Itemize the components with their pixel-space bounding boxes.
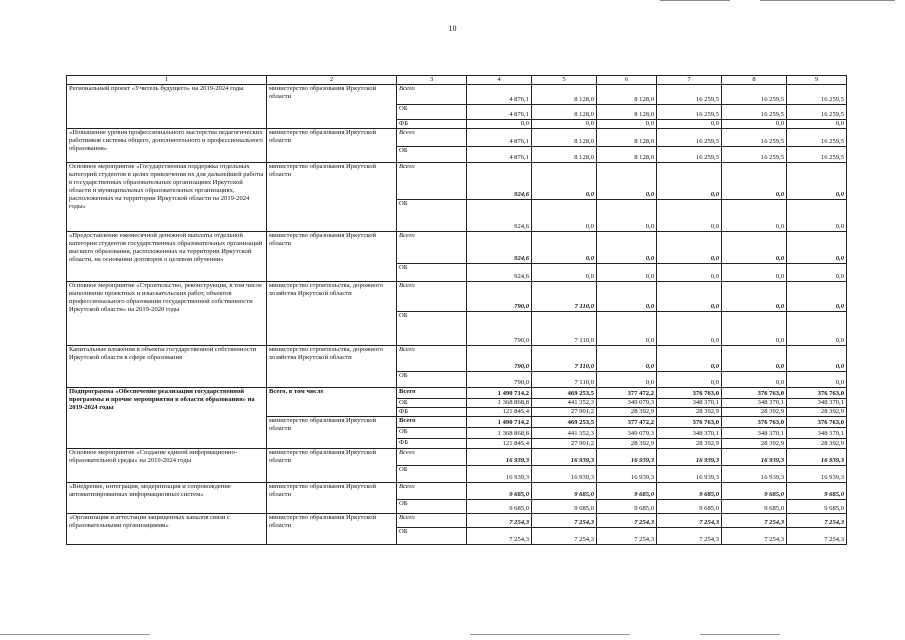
funding-source-cell: Всего (397, 483, 467, 500)
amount-cell: 0,0 (787, 232, 847, 264)
funding-source-cell: Всего (397, 514, 467, 528)
amount-cell: 9 685,0 (532, 483, 597, 500)
amount-cell: 0,0 (722, 346, 787, 372)
amount-cell: 9 685,0 (722, 500, 787, 514)
amount-cell: 9 685,0 (467, 483, 532, 500)
measure-name-cell: Основное мероприятие «Государственная поддержка отдельных категорий студентов в целях привлечения их для дальнейшей работы в государственных образовательных организациях Иркутской области и муниципальных образовательных организациях, расположенных на территории Иркутской области на 2019-2024 годы» (67, 163, 267, 232)
measure-name-cell: Основное мероприятие «Создание единой информационно-образовательной среды» на 2019-2024 годы (67, 449, 267, 483)
amount-cell: 16 939,3 (657, 466, 722, 483)
executor-cell: министерство образования Иркутской области (267, 163, 397, 232)
column-header: 2 (267, 76, 397, 85)
funding-source-cell: Всего (397, 163, 467, 200)
amount-cell: 0,0 (787, 120, 847, 129)
amount-cell: 16 259,5 (787, 85, 847, 105)
page-edge-line (470, 634, 630, 635)
amount-cell: 28 392,9 (722, 439, 787, 449)
amount-cell: 377 472,2 (597, 388, 657, 399)
table-row (67, 163, 847, 200)
amount-cell: 4 876,1 (467, 85, 532, 105)
amount-cell: 376 763,0 (722, 388, 787, 399)
amount-cell: 0,0 (532, 200, 597, 232)
amount-cell: 0,0 (787, 200, 847, 232)
amount-cell: 7 254,3 (722, 528, 787, 545)
amount-cell: 7 110,0 (532, 346, 597, 372)
amount-cell: 0,0 (722, 312, 787, 346)
amount-cell: 28 392,9 (657, 439, 722, 449)
amount-cell: 0,0 (597, 372, 657, 388)
amount-cell: 9 685,0 (657, 483, 722, 500)
column-header: 7 (657, 76, 722, 85)
amount-cell: 7 254,3 (657, 528, 722, 545)
column-header: 5 (532, 76, 597, 85)
table-row (67, 85, 847, 105)
amount-cell: 7 110,0 (532, 372, 597, 388)
amount-cell: 0,0 (657, 120, 722, 129)
column-header: 9 (787, 76, 847, 85)
amount-cell: 7 254,3 (532, 514, 597, 528)
column-header: 4 (467, 76, 532, 85)
amount-cell: 1 490 714,2 (467, 417, 532, 428)
table-row (67, 388, 847, 399)
budget-table (66, 75, 847, 545)
measure-name-cell: «Внедрение, интеграция, модернизация и сопровождение автоматизированных информационных систем» (67, 483, 267, 514)
executor-cell: министерство образования Иркутской области (267, 129, 397, 163)
amount-cell: 27 901,2 (532, 408, 597, 417)
funding-source-cell: ОБ (397, 466, 467, 483)
amount-cell: 4 876,1 (467, 129, 532, 147)
amount-cell: 9 685,0 (722, 483, 787, 500)
table-row (67, 514, 847, 528)
funding-source-cell: Всего (397, 232, 467, 264)
column-header: 1 (67, 76, 267, 85)
amount-cell: 469 253,5 (532, 388, 597, 399)
amount-cell: 0,0 (657, 163, 722, 200)
amount-cell: 7 110,0 (532, 282, 597, 312)
amount-cell: 0,0 (597, 264, 657, 282)
amount-cell: 790,0 (467, 282, 532, 312)
executor-cell: министерство образования Иркутской области (267, 232, 397, 282)
amount-cell: 0,0 (657, 264, 722, 282)
funding-source-cell: ФБ (397, 408, 467, 417)
column-header: 3 (397, 76, 467, 85)
amount-cell: 16 939,3 (467, 466, 532, 483)
amount-cell: 7 254,3 (787, 514, 847, 528)
page-edge-line (700, 634, 780, 635)
measure-name-cell: «Предоставление ежемесячной денежной выплаты отдельной категории студентов государственных образовательных организаций высшего образования, расположенных на территории Иркутской области, на основании договоров о целевом обучении» (67, 232, 267, 282)
amount-cell: 8 128,0 (532, 105, 597, 120)
funding-source-cell: ОБ (397, 147, 467, 163)
page-number: 10 (448, 24, 457, 33)
amount-cell: 376 763,0 (787, 388, 847, 399)
amount-cell: 16 259,5 (787, 147, 847, 163)
amount-cell: 16 939,3 (467, 449, 532, 466)
amount-cell: 0,0 (787, 163, 847, 200)
amount-cell: 0,0 (657, 200, 722, 232)
amount-cell: 7 254,3 (597, 528, 657, 545)
amount-cell: 924,6 (467, 200, 532, 232)
amount-cell: 28 392,9 (722, 408, 787, 417)
executor-cell: министерство строительства, дорожного хозяйства Иркутской области (267, 282, 397, 346)
funding-source-cell: ОБ (397, 312, 467, 346)
amount-cell: 0,0 (467, 120, 532, 129)
amount-cell: 9 685,0 (787, 500, 847, 514)
table-body (67, 85, 847, 545)
amount-cell: 0,0 (532, 163, 597, 200)
amount-cell: 16 259,5 (787, 129, 847, 147)
amount-cell: 0,0 (722, 120, 787, 129)
amount-cell: 16 939,3 (722, 449, 787, 466)
amount-cell: 924,6 (467, 163, 532, 200)
amount-cell: 0,0 (787, 346, 847, 372)
amount-cell: 0,0 (787, 282, 847, 312)
funding-source-cell: Всего (397, 85, 467, 105)
funding-source-cell: Всего (397, 282, 467, 312)
amount-cell: 349 079,3 (597, 428, 657, 439)
funding-source-cell: Всего (397, 449, 467, 466)
amount-cell: 0,0 (657, 232, 722, 264)
column-header: 8 (722, 76, 787, 85)
amount-cell: 349 079,3 (597, 399, 657, 408)
measure-name-cell: Региональный проект «Учитель будущего» на 2019-2024 годы (67, 85, 267, 129)
funding-source-cell: ОБ (397, 428, 467, 439)
table-row (67, 232, 847, 264)
amount-cell: 16 259,5 (722, 129, 787, 147)
funding-source-cell: ОБ (397, 372, 467, 388)
amount-cell: 9 685,0 (532, 500, 597, 514)
amount-cell: 7 254,3 (467, 528, 532, 545)
amount-cell: 16 939,3 (532, 466, 597, 483)
amount-cell: 16 259,5 (657, 85, 722, 105)
amount-cell: 9 685,0 (657, 500, 722, 514)
amount-cell: 0,0 (657, 346, 722, 372)
amount-cell: 441 352,3 (532, 428, 597, 439)
amount-cell: 28 392,9 (597, 408, 657, 417)
amount-cell: 348 370,1 (657, 428, 722, 439)
amount-cell: 9 685,0 (597, 500, 657, 514)
executor-cell: министерство строительства, дорожного хозяйства Иркутской области (267, 346, 397, 388)
funding-source-cell: ОБ (397, 500, 467, 514)
executor-cell: министерство образования Иркутской области (267, 417, 397, 449)
amount-cell: 0,0 (532, 232, 597, 264)
amount-cell: 376 763,0 (657, 417, 722, 428)
amount-cell: 348 370,1 (722, 399, 787, 408)
amount-cell: 8 128,0 (597, 147, 657, 163)
table-row (67, 346, 847, 372)
amount-cell: 348 370,1 (722, 428, 787, 439)
measure-name-cell: Основное мероприятие «Строительство, реконструкция, в том числе выполнение проектных и изыскательских работ, объектов профессионального образования государственной собственности Иркутской области» на 2019-2020 годы (67, 282, 267, 346)
amount-cell: 348 370,1 (657, 399, 722, 408)
amount-cell: 0,0 (722, 372, 787, 388)
amount-cell: 4 876,1 (467, 147, 532, 163)
executor-cell: министерство образования Иркутской области (267, 483, 397, 514)
funding-source-cell: ФБ (397, 120, 467, 129)
amount-cell: 7 110,0 (532, 312, 597, 346)
amount-cell: 28 392,9 (787, 408, 847, 417)
measure-name-cell: «Повышение уровня профессионального мастерства педагогических работников системы общего, дополнительного и профессионального образования» (67, 129, 267, 163)
amount-cell: 376 763,0 (657, 388, 722, 399)
amount-cell: 0,0 (597, 346, 657, 372)
amount-cell: 376 763,0 (722, 417, 787, 428)
amount-cell: 16 259,5 (722, 105, 787, 120)
amount-cell: 1 368 868,8 (467, 399, 532, 408)
amount-cell: 790,0 (467, 372, 532, 388)
funding-source-cell: Всего (397, 388, 467, 399)
amount-cell: 0,0 (722, 200, 787, 232)
amount-cell: 0,0 (597, 312, 657, 346)
funding-source-cell: ФБ (397, 439, 467, 449)
amount-cell: 16 259,5 (657, 129, 722, 147)
amount-cell: 16 939,3 (657, 449, 722, 466)
amount-cell: 0,0 (722, 232, 787, 264)
measure-name-cell: Подпрограмма «Обеспечение реализации государственной программы и прочие мероприятия в области образования» на 2019-2024 годы (67, 388, 267, 449)
amount-cell: 0,0 (787, 372, 847, 388)
page-edge-line (660, 0, 730, 1)
executor-cell: министерство образования Иркутской области (267, 514, 397, 545)
amount-cell: 16 259,5 (657, 147, 722, 163)
executor-cell: Всего, в том числе (267, 388, 397, 417)
funding-source-cell: Всего (397, 129, 467, 147)
measure-name-cell: Капитальные вложения в объекты государственной собственности Иркутской области в сфере образования (67, 346, 267, 388)
amount-cell: 0,0 (657, 312, 722, 346)
amount-cell: 7 254,3 (597, 514, 657, 528)
amount-cell: 0,0 (787, 312, 847, 346)
amount-cell: 27 901,2 (532, 439, 597, 449)
page-edge-line (760, 0, 895, 1)
funding-source-cell: ОБ (397, 399, 467, 408)
funding-source-cell: ОБ (397, 528, 467, 545)
amount-cell: 9 685,0 (597, 483, 657, 500)
executor-cell: министерство образования Иркутской области (267, 449, 397, 483)
amount-cell: 0,0 (787, 264, 847, 282)
measure-name-cell: «Организация и аттестация защищенных каналов связи с образовательными организациями» (67, 514, 267, 545)
amount-cell: 0,0 (532, 264, 597, 282)
amount-cell: 9 685,0 (467, 500, 532, 514)
column-number-row (67, 76, 847, 85)
amount-cell: 8 128,0 (532, 85, 597, 105)
amount-cell: 7 254,3 (467, 514, 532, 528)
amount-cell: 469 253,5 (532, 417, 597, 428)
amount-cell: 1 490 714,2 (467, 388, 532, 399)
amount-cell: 4 876,1 (467, 105, 532, 120)
funding-source-cell: ОБ (397, 200, 467, 232)
amount-cell: 16 939,3 (532, 449, 597, 466)
amount-cell: 0,0 (597, 200, 657, 232)
amount-cell: 348 370,1 (787, 399, 847, 408)
amount-cell: 8 128,0 (597, 105, 657, 120)
amount-cell: 16 939,3 (597, 449, 657, 466)
amount-cell: 924,6 (467, 232, 532, 264)
amount-cell: 1 368 868,8 (467, 428, 532, 439)
amount-cell: 16 259,5 (657, 105, 722, 120)
amount-cell: 16 259,5 (722, 85, 787, 105)
amount-cell: 0,0 (597, 163, 657, 200)
funding-source-cell: ОБ (397, 264, 467, 282)
table-row (67, 483, 847, 500)
amount-cell: 0,0 (657, 282, 722, 312)
amount-cell: 0,0 (597, 232, 657, 264)
amount-cell: 0,0 (657, 372, 722, 388)
amount-cell: 121 845,4 (467, 439, 532, 449)
table-row (67, 129, 847, 147)
amount-cell: 121 845,4 (467, 408, 532, 417)
amount-cell: 8 128,0 (532, 147, 597, 163)
amount-cell: 377 472,2 (597, 417, 657, 428)
amount-cell: 0,0 (532, 120, 597, 129)
amount-cell: 0,0 (597, 282, 657, 312)
amount-cell: 7 254,3 (722, 514, 787, 528)
amount-cell: 8 128,0 (597, 85, 657, 105)
amount-cell: 16 259,5 (787, 105, 847, 120)
amount-cell: 16 259,5 (722, 147, 787, 163)
amount-cell: 7 254,3 (787, 528, 847, 545)
funding-source-cell: ОБ (397, 105, 467, 120)
funding-source-cell: Всего (397, 417, 467, 428)
amount-cell: 9 685,0 (787, 483, 847, 500)
amount-cell: 0,0 (722, 264, 787, 282)
amount-cell: 376 763,0 (787, 417, 847, 428)
amount-cell: 16 939,3 (597, 466, 657, 483)
amount-cell: 0,0 (722, 163, 787, 200)
amount-cell: 16 939,3 (787, 449, 847, 466)
amount-cell: 7 254,3 (657, 514, 722, 528)
amount-cell: 16 939,3 (787, 466, 847, 483)
amount-cell: 16 939,3 (722, 466, 787, 483)
amount-cell: 790,0 (467, 346, 532, 372)
table-row (67, 282, 847, 312)
amount-cell: 0,0 (597, 120, 657, 129)
amount-cell: 28 392,9 (597, 439, 657, 449)
column-header: 6 (597, 76, 657, 85)
page-edge-line (0, 634, 150, 635)
executor-cell: министерство образования Иркутской области (267, 85, 397, 129)
amount-cell: 8 128,0 (597, 129, 657, 147)
amount-cell: 441 352,3 (532, 399, 597, 408)
table-row (67, 449, 847, 466)
amount-cell: 7 254,3 (532, 528, 597, 545)
funding-source-cell: Всего (397, 346, 467, 372)
amount-cell: 348 370,1 (787, 428, 847, 439)
amount-cell: 8 128,0 (532, 129, 597, 147)
amount-cell: 924,6 (467, 264, 532, 282)
amount-cell: 28 392,9 (787, 439, 847, 449)
amount-cell: 0,0 (722, 282, 787, 312)
amount-cell: 28 392,9 (657, 408, 722, 417)
amount-cell: 790,0 (467, 312, 532, 346)
